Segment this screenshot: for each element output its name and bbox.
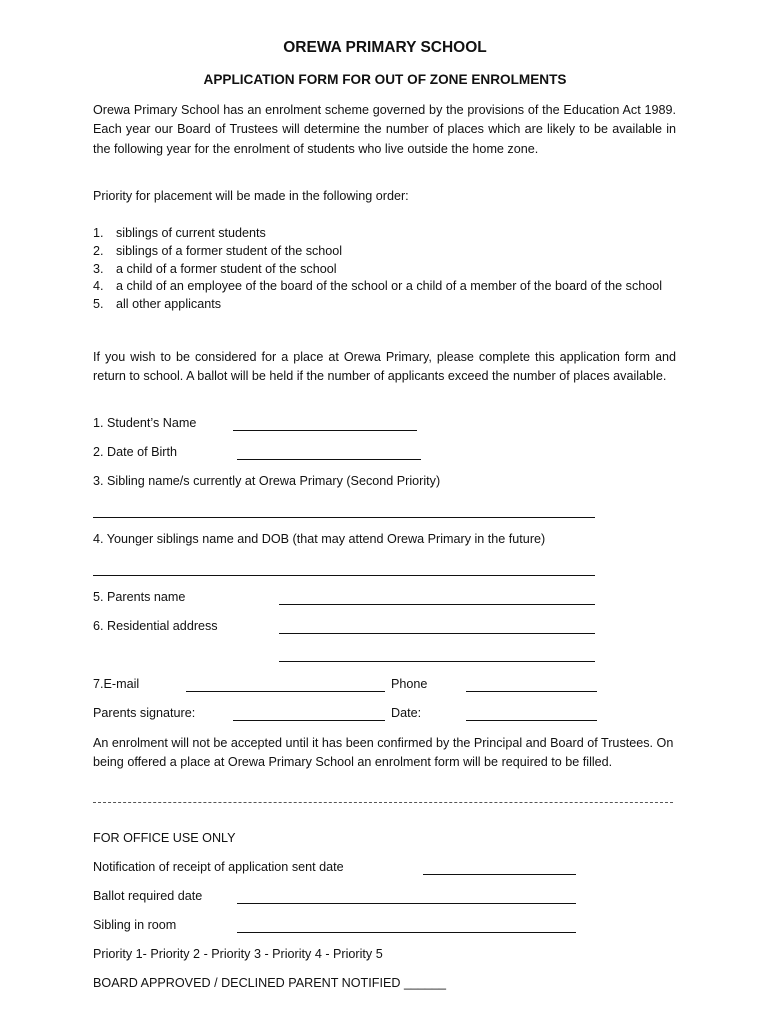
student-name-field[interactable]	[233, 430, 417, 431]
office-heading: FOR OFFICE USE ONLY	[93, 831, 236, 845]
priority-heading: Priority for placement will be made in the following order:	[93, 189, 409, 203]
parents-name-label: 5. Parents name	[93, 590, 186, 604]
divider	[93, 802, 673, 803]
signature-label: Parents signature:	[93, 706, 196, 720]
form-title: APPLICATION FORM FOR OUT OF ZONE ENROLMENTS	[203, 72, 567, 87]
email-field[interactable]	[186, 691, 385, 692]
student-name-label: 1. Student’s Name	[93, 416, 197, 430]
priority-options: Priority 1- Priority 2 - Priority 3 - Priority 4 - Priority 5	[93, 947, 383, 961]
parents-name-field[interactable]	[279, 604, 595, 605]
phone-field[interactable]	[466, 691, 597, 692]
date-field[interactable]	[466, 720, 597, 721]
date-label: Date:	[391, 706, 422, 720]
signature-field[interactable]	[233, 720, 385, 721]
list-item: 3. a child of a former student of the school	[93, 261, 337, 276]
notice-paragraph: An enrolment will not be accepted until it has been confirmed by the Principal and Board of Trustees. On being offered a place at Orewa Primary School an enrolment form will be required to be filled.	[93, 736, 674, 770]
ballot-label: Ballot required date	[93, 889, 203, 903]
phone-label: Phone	[391, 677, 428, 691]
list-item: 2. siblings of a former student of the school	[93, 243, 343, 258]
board-decision: BOARD APPROVED / DECLINED PARENT NOTIFIED ______	[93, 976, 446, 990]
instructions-paragraph: If you wish to be considered for a place at Orewa Primary, please complete this application form and return to school. A ballot will be held if the number of applicants exceed the number of places available.	[93, 350, 676, 384]
priority-list	[93, 225, 678, 314]
notification-label: Notification of receipt of application sent date	[93, 860, 344, 874]
younger-siblings-label: 4. Younger siblings name and DOB (that may attend Orewa Primary in the future)	[93, 532, 546, 546]
address-field-line-1[interactable]	[279, 633, 595, 634]
email-label: 7.E-mail	[93, 677, 140, 691]
younger-siblings-field[interactable]	[93, 575, 595, 576]
address-label: 6. Residential address	[93, 619, 218, 633]
ballot-date-field[interactable]	[237, 903, 576, 904]
sibling-label: 3. Sibling name/s currently at Orewa Primary (Second Priority)	[93, 474, 441, 488]
intro-paragraph: Orewa Primary School has an enrolment scheme governed by the provisions of the Education Act 1989. Each year our Board of Trustees will determine the number of places which are likely to be available in the following year for the enrolment of students who live outside the home zone.	[93, 103, 676, 156]
dob-label: 2. Date of Birth	[93, 445, 177, 459]
dob-field[interactable]	[237, 459, 421, 460]
page-title: OREWA PRIMARY SCHOOL	[283, 39, 487, 56]
notification-date-field[interactable]	[423, 874, 576, 875]
list-item: 5. all other applicants	[93, 297, 222, 312]
sibling-room-field[interactable]	[237, 932, 576, 933]
sibling-field[interactable]	[93, 517, 595, 518]
sibling-room-label: Sibling in room	[93, 918, 177, 932]
list-item: 4. a child of an employee of the board of the school or a child of a member of the board of the school	[93, 279, 663, 294]
address-field-line-2[interactable]	[279, 661, 595, 662]
list-item: 1. siblings of current students	[93, 226, 266, 240]
